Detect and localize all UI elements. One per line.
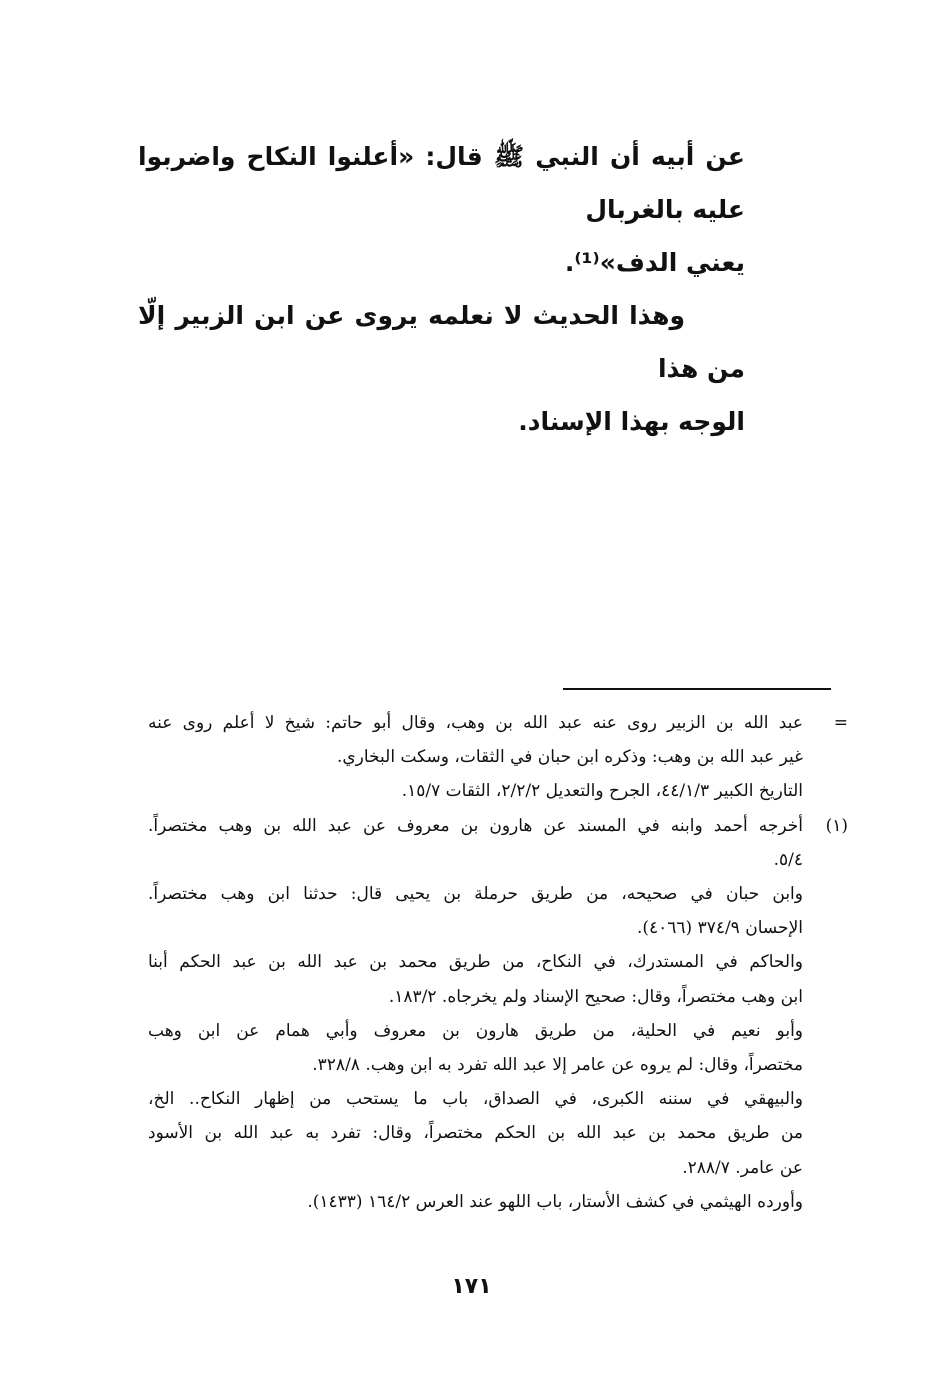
footnote-line: من طريق محمد بن عبد الله بن الحكم مختصراً، وقال: تفرد به عبد الله بن الأسود (148, 1123, 803, 1144)
footnote-separator (563, 688, 831, 690)
footnote-1 (148, 809, 848, 1219)
continuation-mark: = (833, 713, 848, 733)
main-line: عن أبيه أن النبي ﷺ قال: «أعلنوا النكاح واضربوا عليه بالغربال (138, 142, 745, 224)
main-paragraph-1 (138, 130, 745, 289)
footnote-line: وأبو نعيم في الحلية، من طريق هارون بن معروف وأبي همام عن ابن وهب (148, 1020, 803, 1041)
main-line: الوجه بهذا الإسناد. (518, 407, 745, 436)
footnote-line: ابن وهب مختصراً، وقال: صحيح الإسناد ولم يخرجاه. ١٨٣/٢. (388, 986, 803, 1007)
footnote-number: (١) (825, 815, 848, 836)
main-paragraph-2 (138, 289, 745, 448)
footnote-line: والحاكم في المستدرك، في النكاح، من طريق محمد بن عبد الله بن عبد الحكم أبنا (148, 952, 803, 973)
footnote-line: الإحسان ٣٧٤/٩ (٤٠٦٦). (636, 918, 803, 939)
footnote-line: غير عبد الله بن وهب: وذكره ابن حبان في الثقات، وسكت البخاري. (336, 747, 803, 768)
footnote-line: وأورده الهيثمي في كشف الأستار، باب اللهو عند العرس ١٦٤/٢ (١٤٣٣). (307, 1191, 803, 1212)
footnote-line: والبيهقي في سننه الكبرى، في الصداق، باب ما يستحب من إظهار النكاح.. الخ، (148, 1089, 803, 1110)
footnote-line: ٥/٤. (773, 849, 803, 870)
footnote-continuation (148, 706, 848, 809)
main-line: وهذا الحديث لا نعلمه يروى عن ابن الزبير إلّا من هذا (138, 301, 745, 383)
footnote-line: وابن حبان في صحيحه، من طريق حرملة بن يحيى قال: حدثنا ابن وهب مختصراً. (148, 884, 803, 905)
footnote-line: التاريخ الكبير ٤٤/١/٣، الجرح والتعديل ٢/٢/٢، الثقات ١٥/٧. (401, 781, 803, 802)
page-number: ١٧١ (451, 1274, 492, 1299)
main-line: يعني الدف»⁽¹⁾. (564, 248, 745, 277)
footnotes (148, 706, 848, 1219)
main-text (138, 130, 745, 448)
footnote-line: مختصراً، وقال: لم يروه عن عامر إلا عبد الله تفرد به ابن وهب. ٣٢٨/٨. (312, 1055, 803, 1076)
footnote-line: عن عامر. ٢٨٨/٧. (682, 1157, 803, 1178)
footnote-line: أخرجه أحمد وابنه في المسند عن هارون بن معروف عن عبد الله بن وهب مختصراً. (148, 815, 803, 836)
footnote-line: عبد الله بن الزبير روى عنه عبد الله بن وهب، وقال أبو حاتم: شيخ لا أعلم روى عنه (148, 713, 803, 733)
